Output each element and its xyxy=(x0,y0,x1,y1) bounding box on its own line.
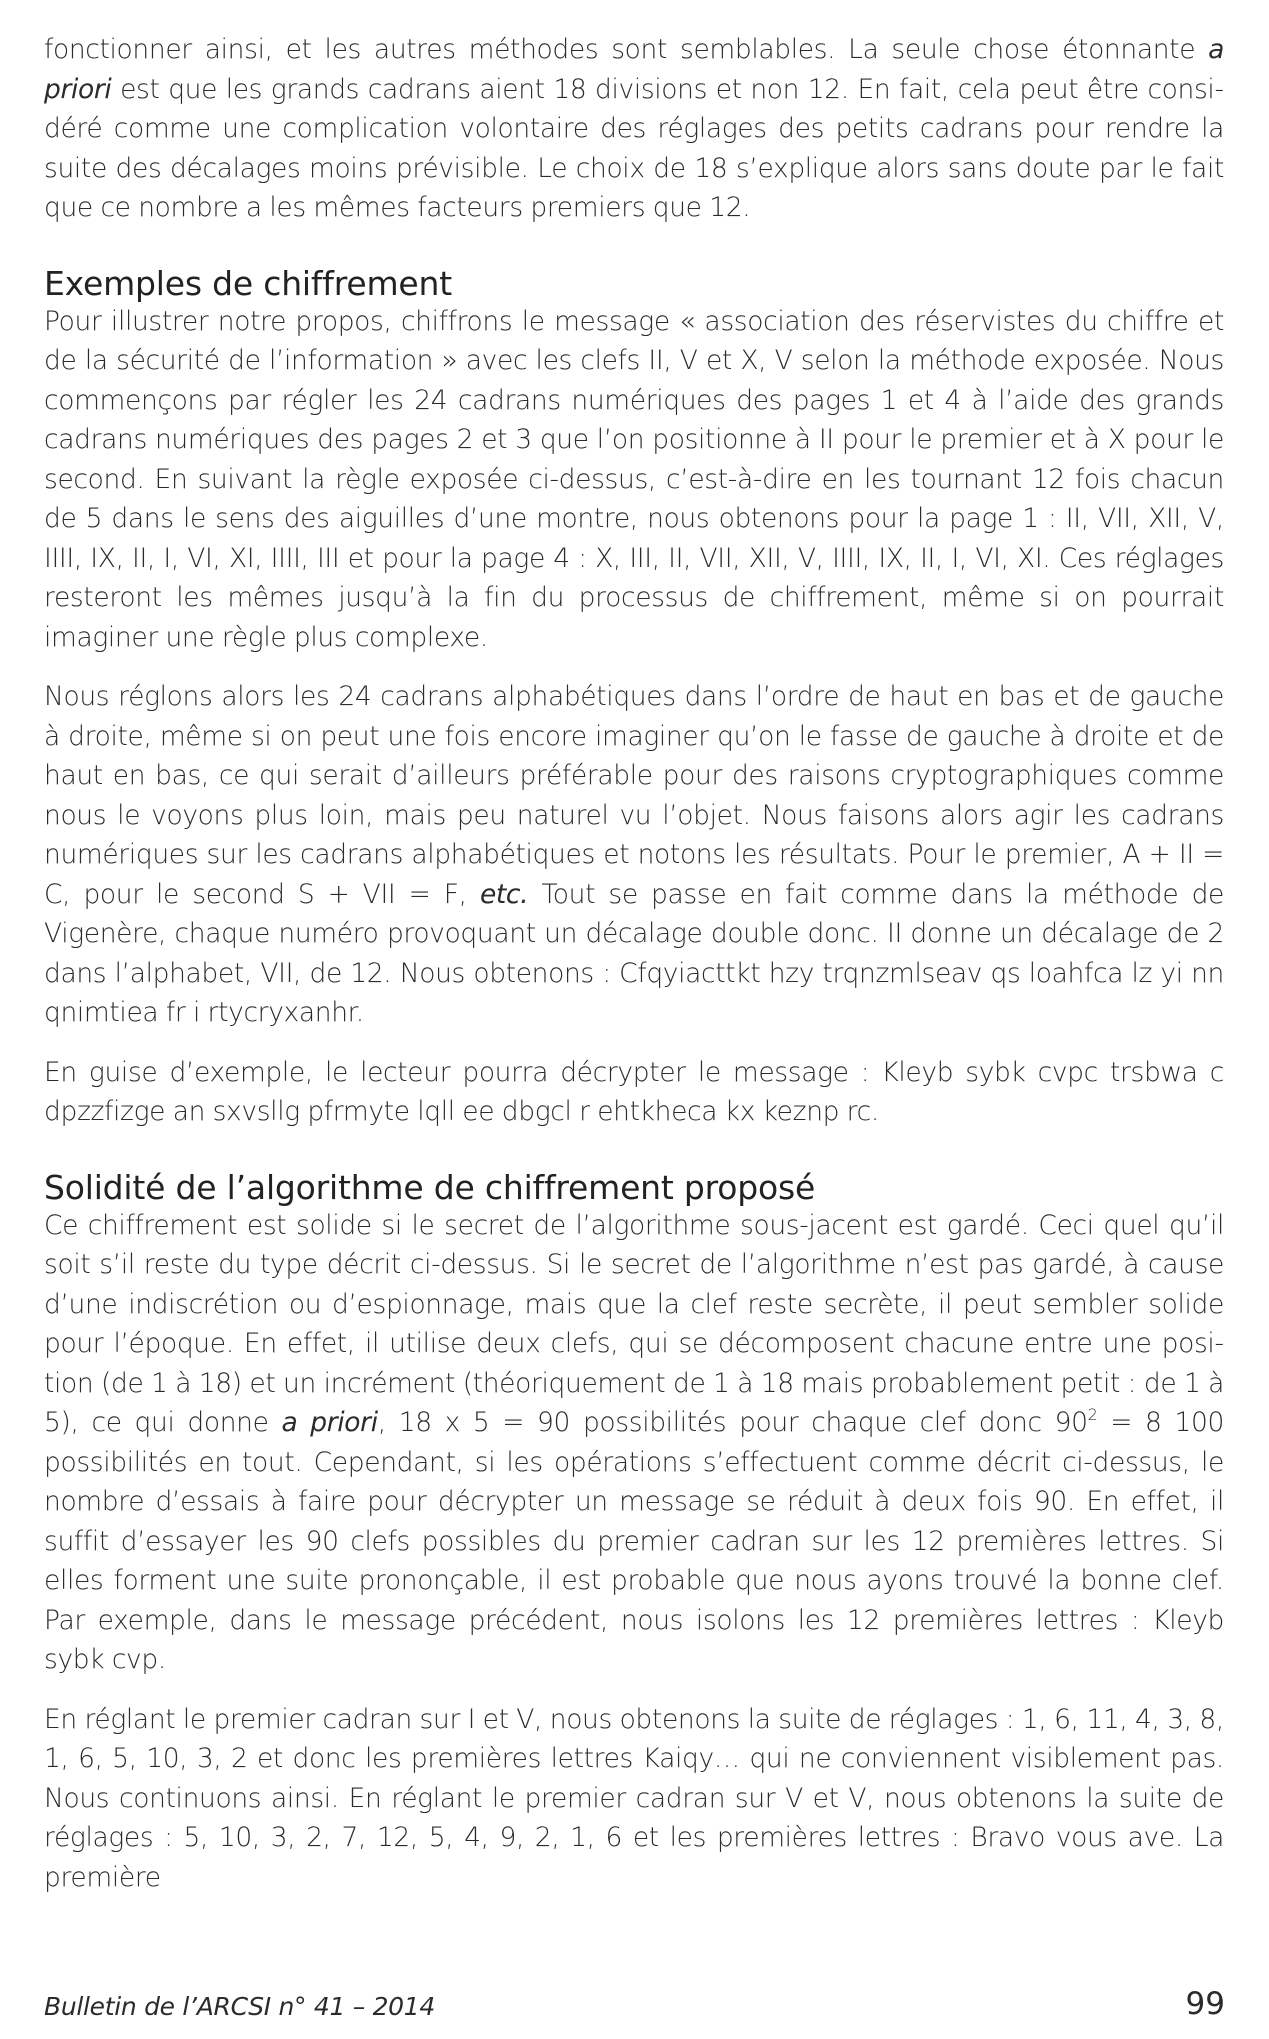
text-run: Tout se passe en fait comme dans la méthode de Vigenère, chaque numéro provoquant un décalage double donc. II donne un décalage de 2 dans l’alphabet, VII, de 12. Nous obtenons : Cfqyiacttkt hzy trqnzmlseav qs loahfca lz yi nn qnimtiea fr i rtycryxanhr. xyxy=(44,878,1225,1028)
section-solidity xyxy=(44,1167,1224,1898)
paragraph xyxy=(44,1206,1224,1680)
section-heading-solidity: Solidité de l’algorithme de chiffrement proposé xyxy=(44,1167,816,1207)
page-content xyxy=(44,30,1224,1897)
section-examples xyxy=(44,263,1225,1132)
paragraph xyxy=(44,1700,1224,1898)
paragraph xyxy=(44,302,1224,658)
paragraph xyxy=(44,1053,1224,1132)
section-heading-examples: Exemples de chiffrement xyxy=(44,263,452,303)
text-run: Pour illustrer notre propos, chiffrons le message « association des réservistes du chiffre et de la sécurité de l’information » avec les clefs II, V et X, V selon la méthode exposée. Nous commençons par régler les 24 cadrans numériques des pages 1 et 4 à l’aide des grands cadrans numériques des pages 2 et 3 que l’on positionne à II pour le premier et à X pour le second. En suivant la règle exposée ci-dessus, c’est-à-dire en les tournant 12 fois chacun de 5 dans le sens des aiguilles d’une montre, nous obtenons pour la page 1 : II, VII, XII, V, IIII, IX, II, I, VI, XI, IIII, III et pour la page 4 : X, III, II, VII, XII, V, IIII, IX, II, I, VI, XI. Ces réglages resteront les mêmes jusqu’à la fin du processus de chiffrement, même si on pourrait imaginer une règle plus complexe. xyxy=(44,305,1224,653)
italic-run: a priori xyxy=(281,1407,378,1438)
paragraph xyxy=(44,677,1224,1033)
text-run: En réglant le premier cadran sur I et V, nous obtenons la suite de réglages : 1, 6, 11, 4, 3, 8, 1, 6, 5, 10, 3, 2 et donc les premières lettres Kaiqy… qui ne conviennent visiblement pas. Nous continuons ainsi. En réglant le premier cadran sur V et V, nous obtenons la suite de réglages : 5, 10, 3, 2, 7, 12, 5, 4, 9, 2, 1, 6 et les premières lettres : Bravo vous ave. La première xyxy=(44,1703,1224,1893)
page-number: 99 xyxy=(1185,1986,1225,2022)
italic-run: etc. xyxy=(479,878,529,910)
page-footer xyxy=(44,1986,1225,2026)
text-run: Nous réglons alors les 24 cadrans alphabétiques dans l’ordre de haut en bas et de gauche à droite, même si on peut une fois encore imaginer qu’on le fasse de gauche à droite et de haut en bas, ce qui serait d’ailleurs préférable pour des raisons cryptographiques comme nous le voyons plus loin, mais peu naturel vu l’objet. Nous faisons alors agir les cadrans numériques sur les cadrans alphabétiques et notons les résultats. Pour le premier, A + II = C, pour le second S + VII = F, xyxy=(44,681,1224,910)
text-run: En guise d’exemple, le lecteur pourra décrypter le message : Kleyb sybk cvpc trsbwa c dpzzfizge an sxvsllg pfrmyte lqll ee dbgcl r ehtkheca kx keznp rc. xyxy=(44,1056,1224,1127)
section-examples-body xyxy=(44,302,1224,1132)
italic-run: a priori xyxy=(44,34,1224,105)
superscript-run: 2 xyxy=(1087,1404,1098,1424)
text-run: = 8 100 possibilités en tout. Cependant, si les opérations s’effectuent comme décrit ci-dessus, le nombre d’essais à faire pour décrypter un message se réduit à deux fois 90. En effet, il suffit d’essayer les 90 clefs possibles du premier cadran sur les 12 premières lettres. Si elles forment une suite prononçable, il est probable que nous ayons trouvé la bonne clef. Par exemple, dans le message précédent, nous isolons les 12 premières lettres : Kleyb sybk cvp. xyxy=(44,1407,1224,1675)
section-solidity-body xyxy=(44,1206,1224,1898)
text-run: Ce chiffrement est solide si le secret de l’algorithme sous-jacent est gardé. Ceci quel qu’il soit s’il reste du type décrit ci-dessus. Si le secret de l’algorithme n’est pas gardé, à cause d’une indiscrétion ou d’espionnage, mais que la clef reste secrète, il peut sembler solide pour l’époque. En effet, il utilise deux clefs, qui se décomposent chacune entre une position (de 1 à 18) et un incrément (théoriquement de 1 à 18 mais probablement petit : de 1 à 5), ce qui donne xyxy=(44,1209,1224,1438)
text-run: , 18 x 5 = 90 possibilités pour chaque clef donc 90 xyxy=(377,1407,1088,1438)
text-run: fonctionner ainsi, et les autres méthodes sont semblables. La seule chose étonnante xyxy=(44,34,1209,65)
footer-journal-title: Bulletin de l’ARCSI n° 41 – 2014 xyxy=(44,1992,435,2021)
paragraph xyxy=(44,30,1224,228)
text-run: est que les grands cadrans aient 18 divisions et non 12. En fait, cela peut être considéré comme une complication volontaire des réglages des petits cadrans pour rendre la suite des décalages moins prévisible. Le choix de 18 s’explique alors sans doute par le fait que ce nombre a les mêmes facteurs premiers que 12. xyxy=(44,73,1224,223)
intro-block xyxy=(44,30,1224,228)
